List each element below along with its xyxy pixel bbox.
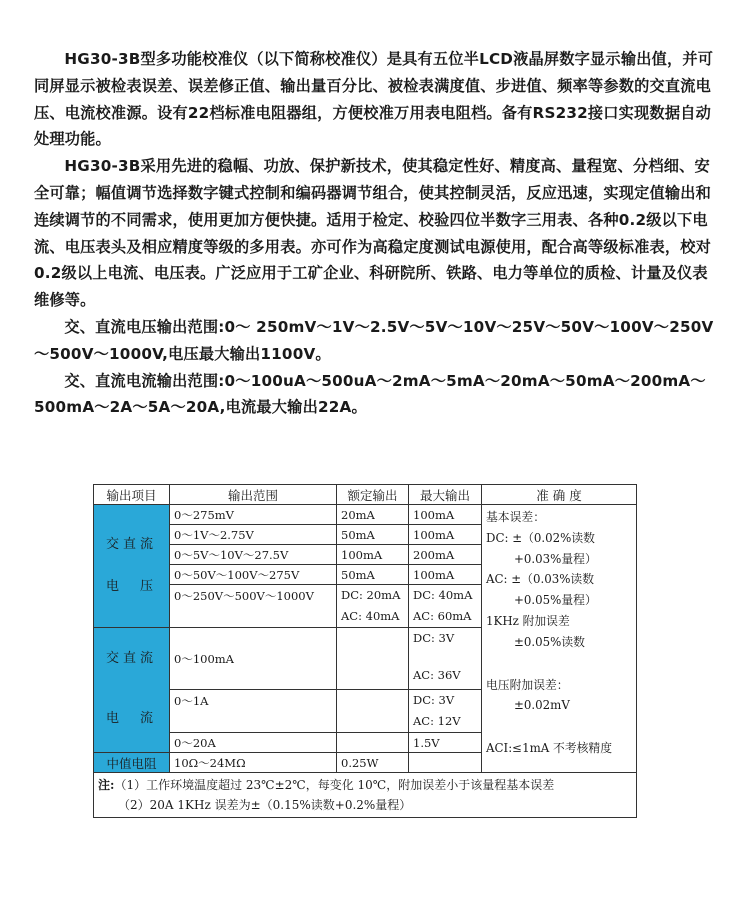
rated-cell: 50mA [337, 565, 409, 585]
intro-paragraph-1: HG30-3B型多功能校准仪（以下简称校准仪）是具有五位半LCD液晶屏数字显示输出值，并可同屏显示被检表误差、误差修正值、输出量百分比、被检表满度值、步进值、频率等参数的交直流电压、电流校准源。设有22档标准电阻器组，方便校准万用表电阻档。备有RS232接口实现数据自动处理功能。 [34, 50, 714, 149]
note-row [94, 773, 637, 818]
range-cell: 10Ω～24MΩ [170, 753, 337, 773]
accuracy-line: DC: ±（0.02%读数 [486, 530, 595, 545]
max-cell: 100mA [409, 565, 482, 585]
range-cell: 0～100mA [170, 628, 337, 690]
accuracy-line: +0.03%量程） [514, 551, 597, 566]
accuracy-line: ACI:≤1mA 不考核精度 [486, 741, 613, 756]
header-item: 输出项目 [94, 485, 170, 505]
range-cell: 0～50V～100V～275V [170, 565, 337, 585]
rated-cell [337, 690, 409, 733]
accuracy-line: ±0.02mV [514, 698, 570, 713]
spec-table [93, 484, 637, 818]
product-description [34, 46, 720, 421]
note-prefix: 注: [98, 778, 115, 792]
rated-cell: 100mA [337, 545, 409, 565]
range-cell: 0～1V～2.75V [170, 525, 337, 545]
note-line-1: （1）工作环境温度超过 23℃±2℃，每变化 10℃，附加误差小于该量程基本误差 [114, 778, 555, 792]
rated-cell: 0.25W [337, 753, 409, 773]
accuracy-line: ±0.05%读数 [514, 634, 585, 649]
rated-cell: 20mA [337, 505, 409, 525]
current-range-paragraph: 交、直流电流输出范围:0～100uA～500uA～2mA～5mA～20mA～50mA～200mA～500mA～2A～5A～20A,电流最大输出22A。 [34, 371, 706, 417]
current-category: 交直流 电 流 [94, 628, 170, 753]
rated-cell: 50mA [337, 525, 409, 545]
range-cell: 0～275mV [170, 505, 337, 525]
range-cell: 0～5V～10V～27.5V [170, 545, 337, 565]
accuracy-line: +0.05%量程） [514, 593, 597, 608]
table-header-row [94, 485, 637, 505]
header-range: 输出范围 [170, 485, 337, 505]
max-cell [409, 753, 482, 773]
max-cell: 100mA [409, 525, 482, 545]
note-line-2: （2）20A 1KHz 误差为±（0.15%读数+0.2%量程） [118, 798, 412, 812]
range-cell: 0～20A [170, 733, 337, 753]
voltage-range-paragraph: 交、直流电压输出范围:0～ 250mV～1V～2.5V～5V～10V～25V～50V～100V～250V～500V～1000V,电压最大输出1100V。 [34, 317, 714, 363]
max-cell: DC: 40mA AC: 60mA [409, 585, 482, 628]
max-cell: 100mA [409, 505, 482, 525]
header-max: 最大输出 [409, 485, 482, 505]
intro-paragraph-2: HG30-3B采用先进的稳幅、功放、保护新技术，使其稳定性好、精度高、量程宽、分档细、安全可靠；幅值调节选择数字键式控制和编码器调节组合，使其控制灵活，反应迅速，实现定值输出和连续调节的不同需求，使用更加方便快捷。适用于检定、校验四位半数字三用表、各种0.2级以下电流、电压表头及相应精度等级的多用表。亦可作为高稳定度测试电源使用，配合高等级标准表，校对0.2级以上电流、电压表。广泛应用于工矿企业、科研院所、铁路、电力等单位的质检、计量及仪表维修等。 [34, 157, 712, 310]
spec-table-container [93, 484, 636, 818]
note-cell [94, 773, 637, 818]
accuracy-line: AC: ±（0.03%读数 [486, 572, 595, 587]
range-cell: 0～1A [170, 690, 337, 733]
accuracy-line: 电压附加误差： [486, 677, 569, 692]
accuracy-line: 基本误差： [486, 510, 545, 524]
rated-cell [337, 733, 409, 753]
resistance-label: 中值电阻 [94, 753, 170, 773]
max-cell: DC: 3V AC: 12V [409, 690, 482, 733]
header-rated: 额定输出 [337, 485, 409, 505]
accuracy-line: 1KHz 附加误差 [486, 613, 570, 628]
range-cell: 0～250V～500V～1000V [170, 585, 337, 628]
header-accuracy: 准 确 度 [482, 485, 637, 505]
rated-cell [337, 628, 409, 690]
voltage-category: 交直流 电 压 [94, 505, 170, 628]
table-row [94, 505, 637, 525]
max-cell: DC: 3V AC: 36V [409, 628, 482, 690]
max-cell: 200mA [409, 545, 482, 565]
accuracy-cell [482, 505, 637, 773]
max-cell: 1.5V [409, 733, 482, 753]
rated-cell: DC: 20mA AC: 40mA [337, 585, 409, 628]
